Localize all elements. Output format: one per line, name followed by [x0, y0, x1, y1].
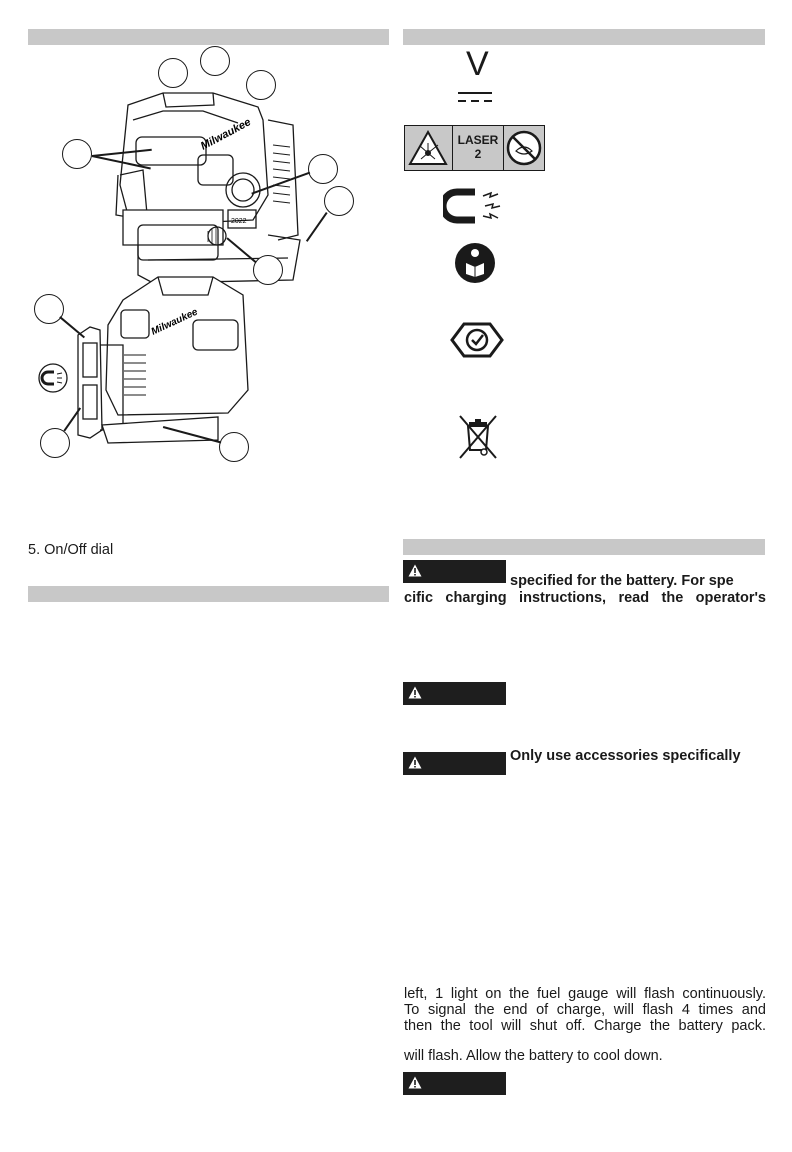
warning-box-3: [403, 752, 506, 775]
text-fuel-line-3: then the tool will shut off. Charge the battery pack.: [404, 1018, 766, 1034]
warning-triangle-icon: [408, 564, 422, 577]
callout-circle-2: [200, 46, 230, 76]
callout-circle-5: [308, 154, 338, 184]
laser-class-label: [404, 125, 545, 171]
read-manual-icon: [454, 242, 496, 284]
callout-circle-10: [219, 432, 249, 462]
text-spec-line-1: specified for the battery. For spe: [510, 573, 734, 589]
warning-box-1: [403, 560, 506, 583]
laser-label-line1: LASER: [457, 133, 499, 147]
callout-circle-7: [253, 255, 283, 285]
warning-box-4: [403, 1072, 506, 1095]
warning-triangle-icon: [408, 686, 422, 699]
text-accessories: Only use accessories specifically: [510, 748, 741, 764]
text-spec-line-2: cific charging instructions, read the operator's: [404, 590, 766, 606]
voltage-symbol: V: [466, 45, 489, 83]
direct-current-icon: [458, 90, 494, 104]
tool-brand-lower: Milwaukee: [149, 306, 200, 338]
callout-circle-8: [34, 294, 64, 324]
callout-circle-9: [40, 428, 70, 458]
text-cool-down: will flash. Allow the battery to cool down.: [404, 1048, 663, 1064]
weee-bin-icon: [456, 413, 500, 459]
callout-circle-4: [62, 139, 92, 169]
section-header-bar-left-top: [28, 29, 389, 45]
tool-brand-upper: Milwaukee: [198, 116, 253, 153]
laser-label-line2: 2: [474, 147, 482, 161]
callout-circle-6: [324, 186, 354, 216]
no-stare-into-beam-icon: [505, 129, 543, 167]
magnet-icon: [443, 188, 511, 224]
section-header-bar-left-mid: [28, 586, 389, 602]
text-fuel-line-1: left, 1 light on the fuel gauge will flash continuously.: [404, 986, 766, 1002]
tool-model-badge: 2022: [231, 218, 247, 225]
tool-illustration: [28, 45, 390, 465]
section-header-bar-right-mid: [403, 539, 765, 555]
magnet-icon-diagram: [39, 364, 67, 392]
text-fuel-line-2: To signal the end of charge, will flash 4 times and: [404, 1002, 766, 1018]
section-header-bar-right-top: [403, 29, 765, 45]
laser-hazard-icon: [408, 129, 448, 167]
warning-triangle-icon: [408, 756, 422, 769]
rcm-mark-icon: [450, 322, 504, 358]
callout-circle-1: [158, 58, 188, 88]
warning-triangle-icon: [408, 1076, 422, 1089]
on-off-dial-label: 5. On/Off dial: [28, 542, 114, 558]
callout-circle-3: [246, 70, 276, 100]
warning-box-2: [403, 682, 506, 705]
laser-level-drawing: [28, 45, 390, 465]
